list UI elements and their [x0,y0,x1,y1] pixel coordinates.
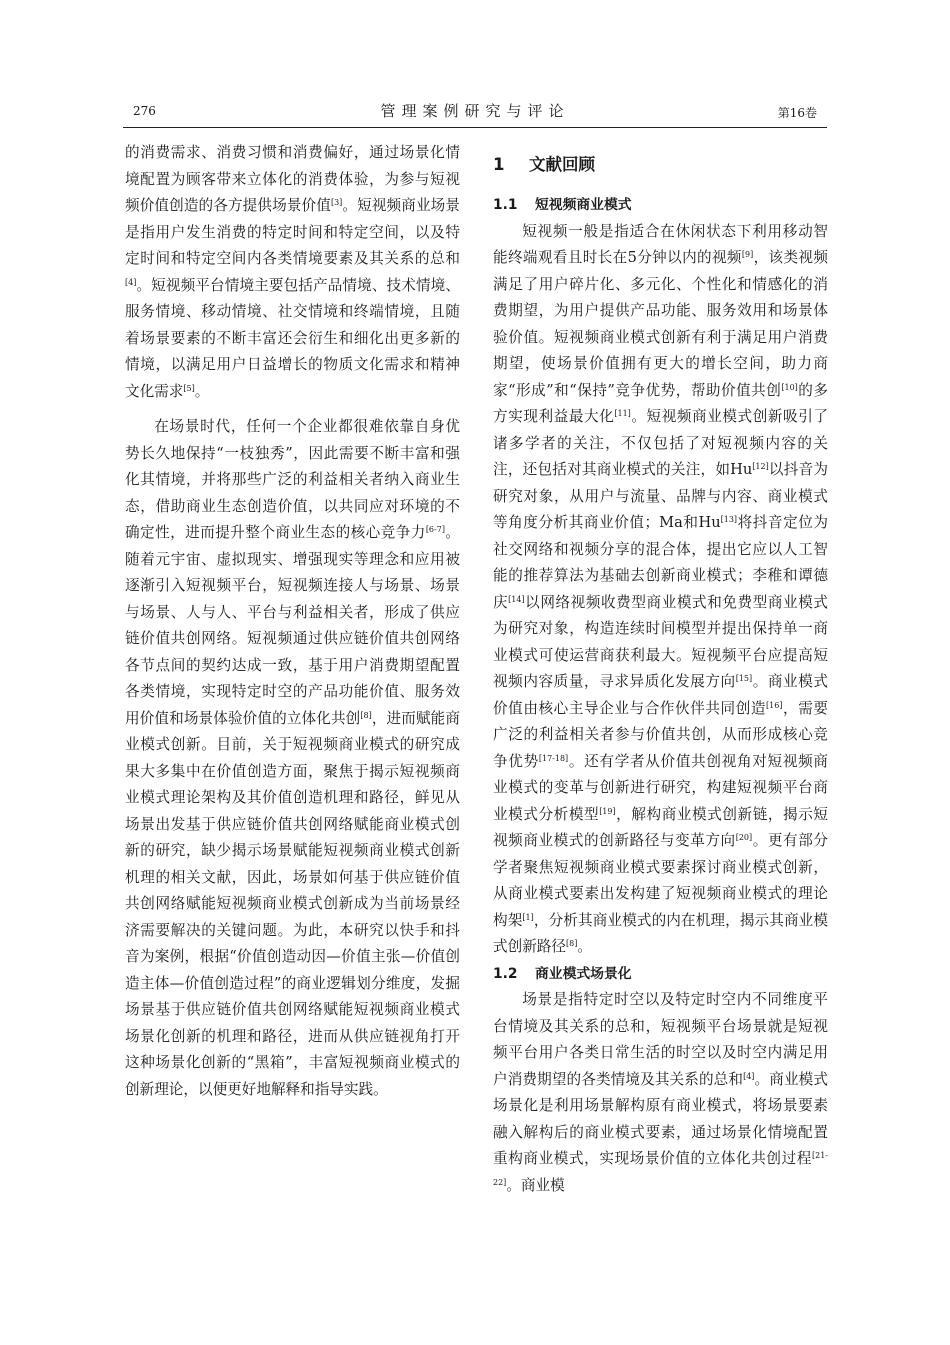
text-run: ，解构商业模式创新链，揭示短视频商业模式的创新路径与变革方向 [493,805,828,849]
citation-ref: [17-18] [538,753,569,763]
text-run: 。商业模 [506,1176,565,1194]
volume-label: 第16卷 [777,106,817,120]
journal-title: 管理案例研究与评论 [380,102,570,120]
citation-ref: [16] [766,700,783,710]
citation-ref: [10] [781,382,798,392]
section-title: 文献回顾 [529,155,595,174]
text-run: ，该类视频满足了用户碎片化、多元化、个性化和情感化的消费期望，为用户提供产品功能、服务效用和场景体验价值。短视频商业模式创新有利于满足用户消费期望，使场景价值拥有更大的增长空间，助力商家“形成”和“保持”竞争优势，帮助价值共创 [493,249,828,399]
citation-ref: [20] [735,833,753,842]
section-heading [493,152,828,178]
text-run: 。 [194,382,210,400]
text-run: 。 [577,938,592,955]
citation-ref: [4] [743,1071,755,1081]
citation-ref: [6-7] [425,525,445,534]
subsection-number: 1.2 [493,965,518,982]
paragraph-4 [493,987,828,1199]
citation-ref: [3] [330,198,343,207]
text-run: 。短视频商业模式创新吸引了诸多学者的关注，不仅包括了对短视频内容的关注，还包括对其商业模式的关注，如Hu [493,408,828,478]
text-run: 。短视频商业场景是指用户发生消费的特定时间和特定空间，以及特定时间和特定空间内各类情境要素及其关系的总和 [125,197,460,267]
citation-ref: [13] [720,515,738,524]
paragraph-3 [493,219,828,961]
subsection-heading [493,192,828,219]
citation-ref: [8] [360,710,372,720]
paragraph-1 [125,140,460,405]
text-run: 场景是指特定时空以及特定时空内不同维度平台情境及其关系的总和，短视频平台场景就是短视频平台用户各类日常生活的时空以及时空内满足用户消费期望的各类情境及其关系的总和 [493,991,828,1088]
paragraph-2 [125,414,460,1103]
subsection-title: 短视频商业模式 [535,197,632,213]
subsection-heading [493,961,828,988]
citation-ref: [11] [614,409,631,418]
left-column [125,140,460,1103]
text-run: ，进而赋能商业模式创新。目前，关于短视频商业模式的研究成果大多集中在价值创造方面，聚焦于揭示短视频商业模式理论架构及其价值创造机理和路径，鲜见从场景出发基于供应链价值共创网络赋能商业模式创新的研究，缺少揭示场景赋能短视频商业模式创新机理的相关文献，因此，场景如何基于供应链价值共创网络赋能短视频商业模式创新成为当前场景经济需要解决的关键问题。为此，本研究以快手和抖音为案例，根据“价值创造动因—价值主张—价值创造主体—价值创造过程”的商业逻辑划分维度，发掘场景基于供应链价值共创网络赋能短视频商业模式场景化创新的机理和路径，进而从供应链视角打开这种场景化创新的“黑箱”，丰富短视频商业模式的创新理论，以便更好地解释和指导实践。 [125,709,460,1098]
text-run: 以抖音为研究对象，从用户与流量、品牌与内容、商业模式等角度分析其商业价值；Ma和Hu [493,461,828,531]
citation-ref: [8] [565,939,578,948]
text-run: 。商业模式价值由核心主导企业与合作伙伴共同创造 [493,673,828,717]
text-run: ，分析其商业模式的内在机理，揭示其商业模式创新路径 [493,911,828,955]
text-run: 的多方实现利益最大化 [493,381,828,425]
right-column [493,140,828,1199]
subsection-title: 商业模式场景化 [535,965,632,982]
citation-ref: [14] [508,594,525,604]
text-run: 在场景时代，任何一个企业都很难依靠自身优势长久地保持“一枝独秀”，因此需要不断丰富和强化其情境，并将那些广泛的利益相关者纳入商业生态，借助商业生态创造价值，以共同应对环境的不确定性，进而提升整个商业生态的核心竞争力 [125,418,460,541]
text-run: 以网络视频收费型商业模式和免费型商业模式为研究对象，构造连续时间模型并提出保持单一商业模式可使运营商获利最大。短视频平台应提高短视频内容质量，寻求异质化发展方向 [493,593,828,690]
running-header [123,100,827,126]
citation-ref: [5] [183,383,195,393]
citation-ref: [1] [522,912,534,922]
page-number: 276 [133,104,156,118]
text-run: 将抖音定位为社交网络和视频分享的混合体，提出它应以人工智能的推荐算法为基础去创新商业模式；李稚和谭德庆 [493,514,828,611]
citation-ref: [21-22] [493,1151,828,1187]
citation-ref: [12] [752,462,769,471]
header-rule [123,127,827,128]
citation-ref: [9] [741,250,754,259]
text-run: 短视频一般是指适合在休闲状态下利用移动智能终端观看且时长在5分钟以内的视频 [493,222,828,266]
citation-ref: [15] [735,674,753,683]
text-run: 。随着元宇宙、虚拟现实、增强现实等理念和应用被逐渐引入短视频平台，短视频连接人与场景、场景与场景、人与人、平台与利益相关者，形成了供应链价值共创网络。短视频通过供应链价值共创网络各节点间的契约达成一致，基于用户消费期望配置各类情境，实现特定时空的产品功能价值、服务效用价值和场景体验价值的立体化共创 [125,524,460,727]
text-run: ，需要广泛的利益相关者参与价值共创，从而形成核心竞争优势 [493,699,828,770]
citation-ref: [4] [125,277,137,287]
subsection-number: 1.1 [493,197,518,213]
text-run: 。商业模式场景化是利用场景解构原有商业模式，将场景要素融入解构后的商业模式要素，通过场景化情境配置重构商业模式，实现场景价值的立体化共创过程 [493,1070,828,1167]
section-number: 1 [493,155,505,174]
citation-ref: [19] [599,806,616,816]
text-run: 。还有学者从价值共创视角对短视频商业模式的变革与创新进行研究，构建短视频平台商业模式分析模型 [493,752,828,823]
text-run: 。更有部分学者聚焦短视频商业模式要素探讨商业模式创新，从商业模式要素出发构建了短视频商业模式的理论构架 [493,832,828,929]
text-run: 的消费需求、消费习惯和消费偏好，通过场景化情境配置为顾客带来立体化的消费体验，为参与短视频价值创造的各方提供场景价值 [125,144,460,214]
text-run: 。短视频平台情境主要包括产品情境、技术情境、服务情境、移动情境、社交情境和终端情境，且随着场景要素的不断丰富还会衍生和细化出更多新的情境，以满足用户日益增长的物质文化需求和精神文化需求 [125,276,460,400]
